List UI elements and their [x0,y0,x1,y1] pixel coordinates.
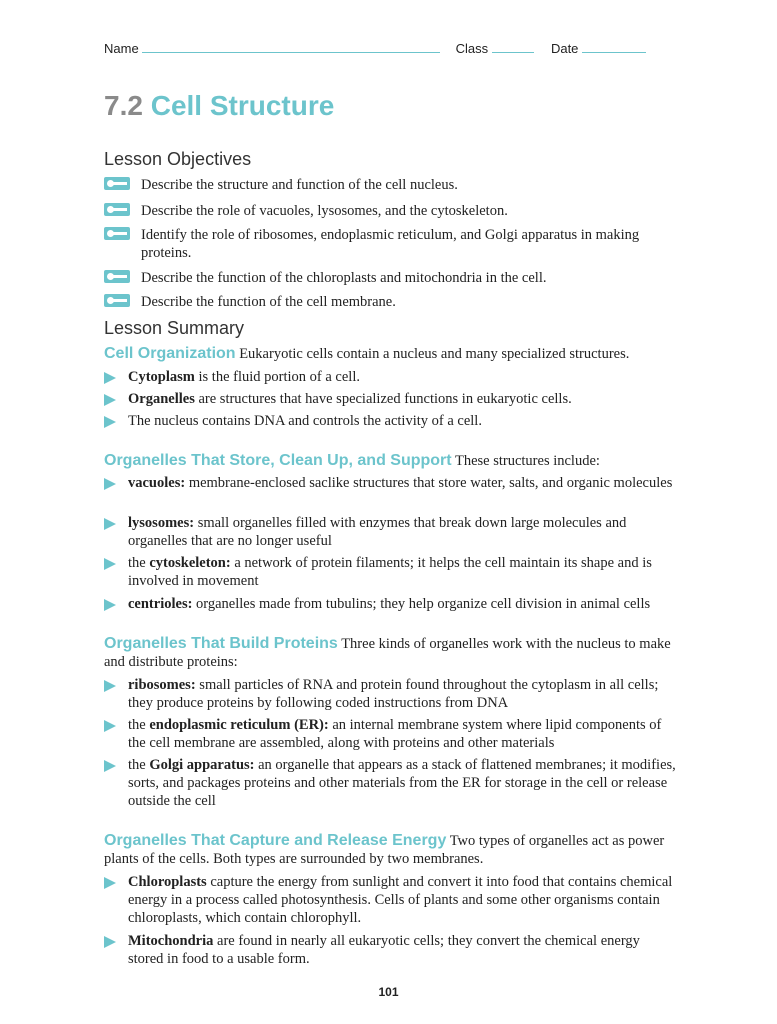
build-proteins-heading: Organelles That Build Proteins [104,635,338,652]
date-label: Date [550,41,579,56]
objective-item: Identify the role of ribosomes, endoplasmic reticulum, and Golgi apparatus in making proteins. [104,226,684,262]
cell-organization-heading: Cell Organization [104,345,236,362]
store-heading: Organelles That Store, Clean Up, and Support [104,452,452,469]
list-item: lysosomes: small organelles filled with enzymes that break down large molecules and organelles that are no longer useful [104,514,676,550]
key-icon [104,203,130,216]
list-item: Chloroplasts capture the energy from sunlight and convert it into food that contains chemical energy in a process called photosynthesis. Cells of plants and some other organisms contain chloroplasts, which contain chlorophyll. [104,873,676,927]
energy-paragraph: Organelles That Capture and Release Energy Two types of organelles act as power plants of the cells. Both types are surrounded by two membranes. [104,832,665,867]
worksheet-header [104,41,646,56]
objectives-heading: Lesson Objectives [104,149,252,169]
objective-item: Describe the role of vacuoles, lysosomes, and the cytoskeleton. [104,202,684,220]
triangle-bullet-icon [104,558,116,570]
name-field[interactable] [142,41,440,53]
key-icon [104,270,130,283]
list-item: ribosomes: small particles of RNA and protein found throughout the cytoplasm in all cells; they produce proteins by following coded instructions from DNA [104,676,676,712]
list-item: the cytoskeleton: a network of protein filaments; it helps the cell maintain its shape and is involved in movement [104,554,676,590]
store-paragraph: Organelles That Store, Clean Up, and Support These structures include: [104,452,600,469]
class-label: Class [455,41,489,56]
triangle-bullet-icon [104,720,116,732]
list-item: centrioles: organelles made from tubulins; they help organize cell division in animal cells [104,595,676,613]
class-field[interactable] [492,41,534,53]
energy-heading: Organelles That Capture and Release Energy [104,832,447,849]
date-field[interactable] [582,41,646,53]
triangle-bullet-icon [104,394,116,406]
triangle-bullet-icon [104,760,116,772]
list-item: Organelles are structures that have specialized functions in eukaryotic cells. [104,390,676,408]
objective-item: Describe the structure and function of the cell nucleus. [104,176,684,194]
list-item: the Golgi apparatus: an organelle that appears as a stack of flattened membranes; it modifies, sorts, and packages proteins and other materials from the ER for storage in the cell or release outside the cell [104,756,676,810]
list-item: The nucleus contains DNA and controls the activity of a cell. [104,412,676,430]
objective-item: Describe the function of the cell membrane. [104,293,684,311]
list-item: the endoplasmic reticulum (ER): an internal membrane system where lipid components of the cell membrane are assembled, along with proteins and other materials [104,716,676,752]
list-item: Mitochondria are found in nearly all eukaryotic cells; they convert the chemical energy stored in food to a usable form. [104,932,676,968]
page-number: 101 [378,985,399,999]
key-icon [104,294,130,307]
name-label: Name [104,41,139,56]
list-item: Cytoplasm is the fluid portion of a cell. [104,368,676,386]
cell-organization-paragraph: Cell Organization Eukaryotic cells contain a nucleus and many specialized structures. [104,345,630,362]
objective-item: Describe the function of the chloroplasts and mitochondria in the cell. [104,269,684,287]
triangle-bullet-icon [104,599,116,611]
triangle-bullet-icon [104,877,116,889]
page-title [104,90,334,122]
triangle-bullet-icon [104,416,116,428]
build-proteins-paragraph: Organelles That Build Proteins Three kinds of organelles work with the nucleus to make and distribute proteins: [104,635,671,670]
triangle-bullet-icon [104,478,116,490]
key-icon [104,227,130,240]
section-title: Cell Structure [150,90,335,121]
triangle-bullet-icon [104,518,116,530]
triangle-bullet-icon [104,372,116,384]
triangle-bullet-icon [104,936,116,948]
section-number: 7.2 [104,90,143,121]
list-item: vacuoles: membrane-enclosed saclike structures that store water, salts, and organic molecules [104,474,676,492]
key-icon [104,177,130,190]
triangle-bullet-icon [104,680,116,692]
summary-heading: Lesson Summary [104,318,245,338]
